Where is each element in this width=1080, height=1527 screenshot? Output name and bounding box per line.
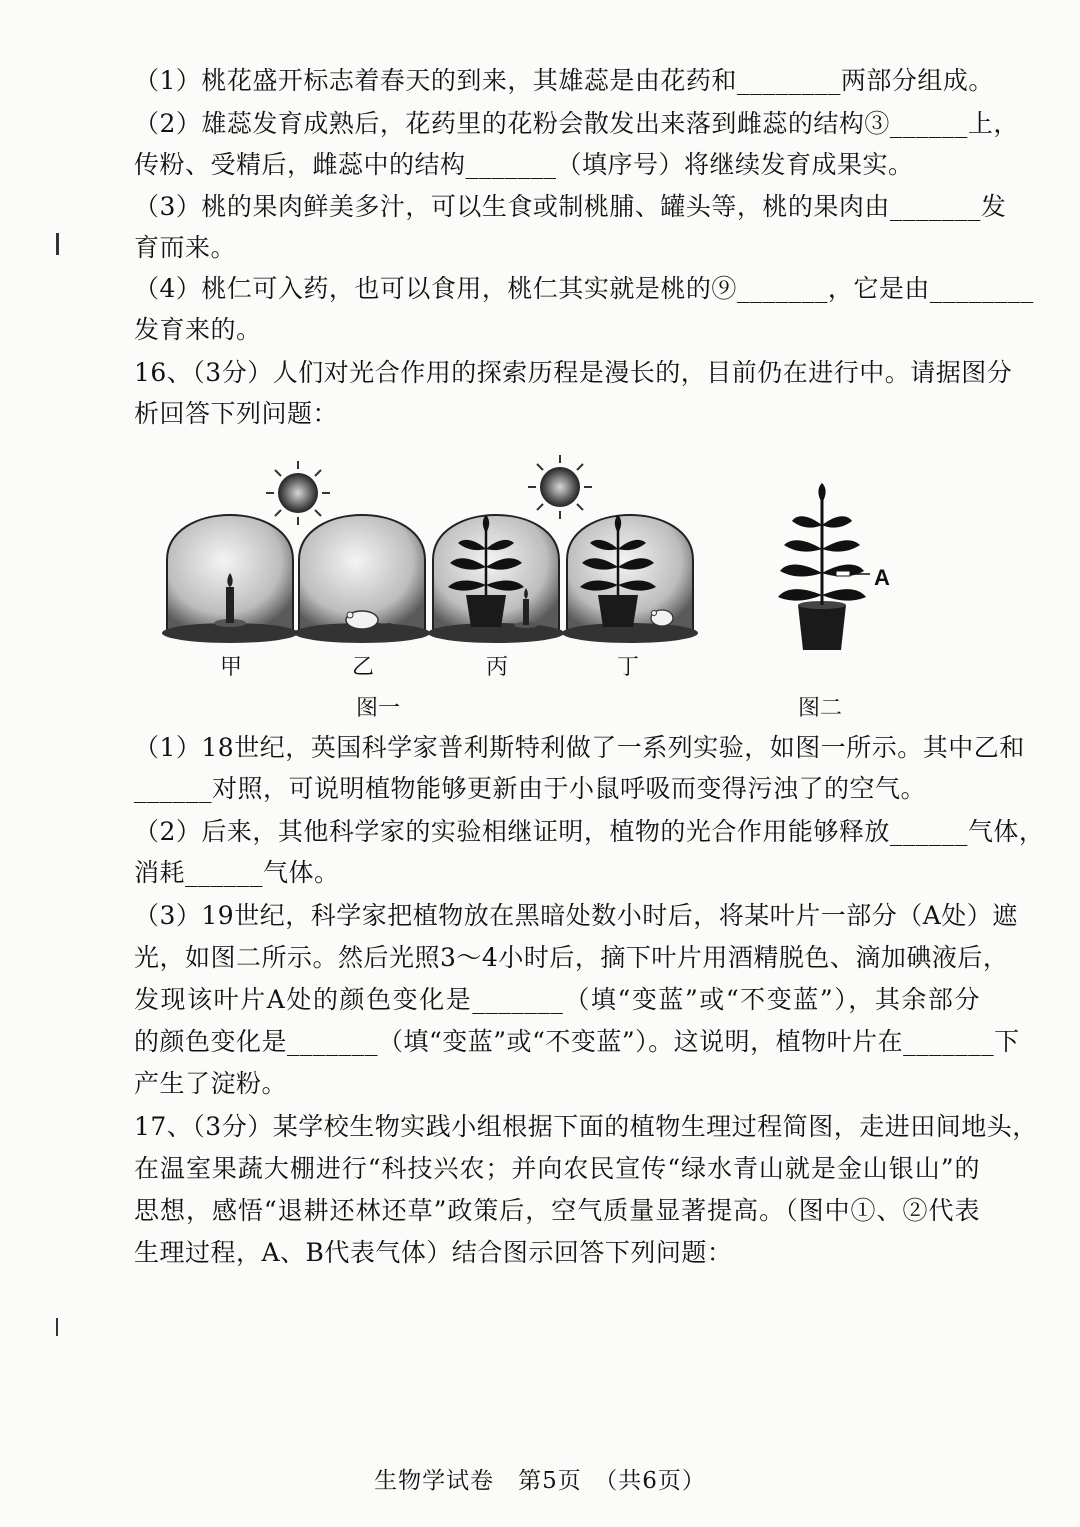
q17-line4: 生理过程，A、B代表气体）结合图示回答下列问题： <box>134 1238 733 1267</box>
jar-label-ding: 丁 <box>616 655 639 680</box>
bell-jar-jia <box>162 515 298 643</box>
q16-part3-line2: 光，如图二所示。然后光照3～4小时后，摘下叶片用酒精脱色、滴加碘液后， <box>134 943 1009 972</box>
q16-part3-line4: 的颜色变化是_______（填“变蓝”或“不变蓝”）。这说明，植物叶片在_______下 <box>134 1027 1020 1056</box>
q15-part3-line2: 育而来。 <box>134 233 237 262</box>
mouse-icon <box>651 610 673 626</box>
jar-label-jia: 甲 <box>219 655 242 680</box>
q16-part1-line1: （1）18世纪，英国科学家普利斯特利做了一系列实验，如图一所示。其中乙和 <box>134 733 1025 762</box>
margin-mark <box>56 1318 58 1336</box>
jar-label-yi: 乙 <box>351 655 374 680</box>
jar-label-bing: 丙 <box>485 655 508 680</box>
page-footer: 生物学试卷 第5页 （共6页） <box>374 1468 706 1494</box>
pointer-label-a: A <box>874 565 890 590</box>
q15-part4-line1: （4）桃仁可入药，也可以食用，桃仁其实就是桃的⑨_______，它是由________ <box>134 274 1034 303</box>
experiment-figure <box>150 445 930 675</box>
q16-intro-line2: 析回答下列问题： <box>134 399 339 428</box>
q16-part3-line5: 产生了淀粉。 <box>134 1069 288 1098</box>
sun-icon <box>528 455 592 519</box>
q16-part2-line1: （2）后来，其他科学家的实验相继证明，植物的光合作用能够释放______气体， <box>134 817 1045 846</box>
bell-jar-bing <box>428 515 564 643</box>
figure-2-caption: 图二 <box>797 696 842 721</box>
q15-part2-line1: （2）雄蕊发育成熟后，花药里的花粉会散发出来落到雌蕊的结构③______上， <box>134 109 1019 138</box>
q17-line1: 17、（3分）某学校生物实践小组根据下面的植物生理过程简图，走进田间地头， <box>134 1112 1038 1141</box>
q17-line3: 思想，感悟“退耕还林还草”政策后，空气质量显著提高。（图中①、②代表 <box>134 1196 980 1225</box>
q15-part3-line1: （3）桃的果肉鲜美多汁，可以生食或制桃脯、罐头等，桃的果肉由_______发 <box>134 192 1007 221</box>
q15-part2-line2: 传粉、受精后，雌蕊中的结构_______（填序号）将继续发育成果实。 <box>134 150 914 179</box>
q17-line2: 在温室果蔬大棚进行“科技兴农；并向农民宣传“绿水青山就是金山银山”的 <box>134 1154 980 1183</box>
q16-part3-line1: （3）19世纪，科学家把植物放在黑暗处数小时后，将某叶片一部分（A处）遮 <box>134 901 1018 930</box>
q15-part4-line2: 发育来的。 <box>134 315 262 344</box>
figure-1-caption: 图一 <box>355 696 400 721</box>
q16-part1-line2: ______对照，可说明植物能够更新由于小鼠呼吸而变得污浊了的空气。 <box>134 774 927 803</box>
q16-part3-line3: 发现该叶片A处的颜色变化是_______（填“变蓝”或“不变蓝”），其余部分 <box>134 985 980 1014</box>
margin-mark <box>56 233 59 255</box>
q15-part1: （1）桃花盛开标志着春天的到来，其雄蕊是由花药和________两部分组成。 <box>134 66 994 95</box>
q16-intro-line1: 16、（3分）人们对光合作用的探索历程是漫长的，目前仍在进行中。请据图分 <box>134 358 1013 387</box>
sun-icon <box>266 461 330 525</box>
bell-jar-yi <box>294 515 430 643</box>
bell-jar-ding <box>562 515 698 643</box>
q16-part2-line2: 消耗______气体。 <box>134 858 340 887</box>
